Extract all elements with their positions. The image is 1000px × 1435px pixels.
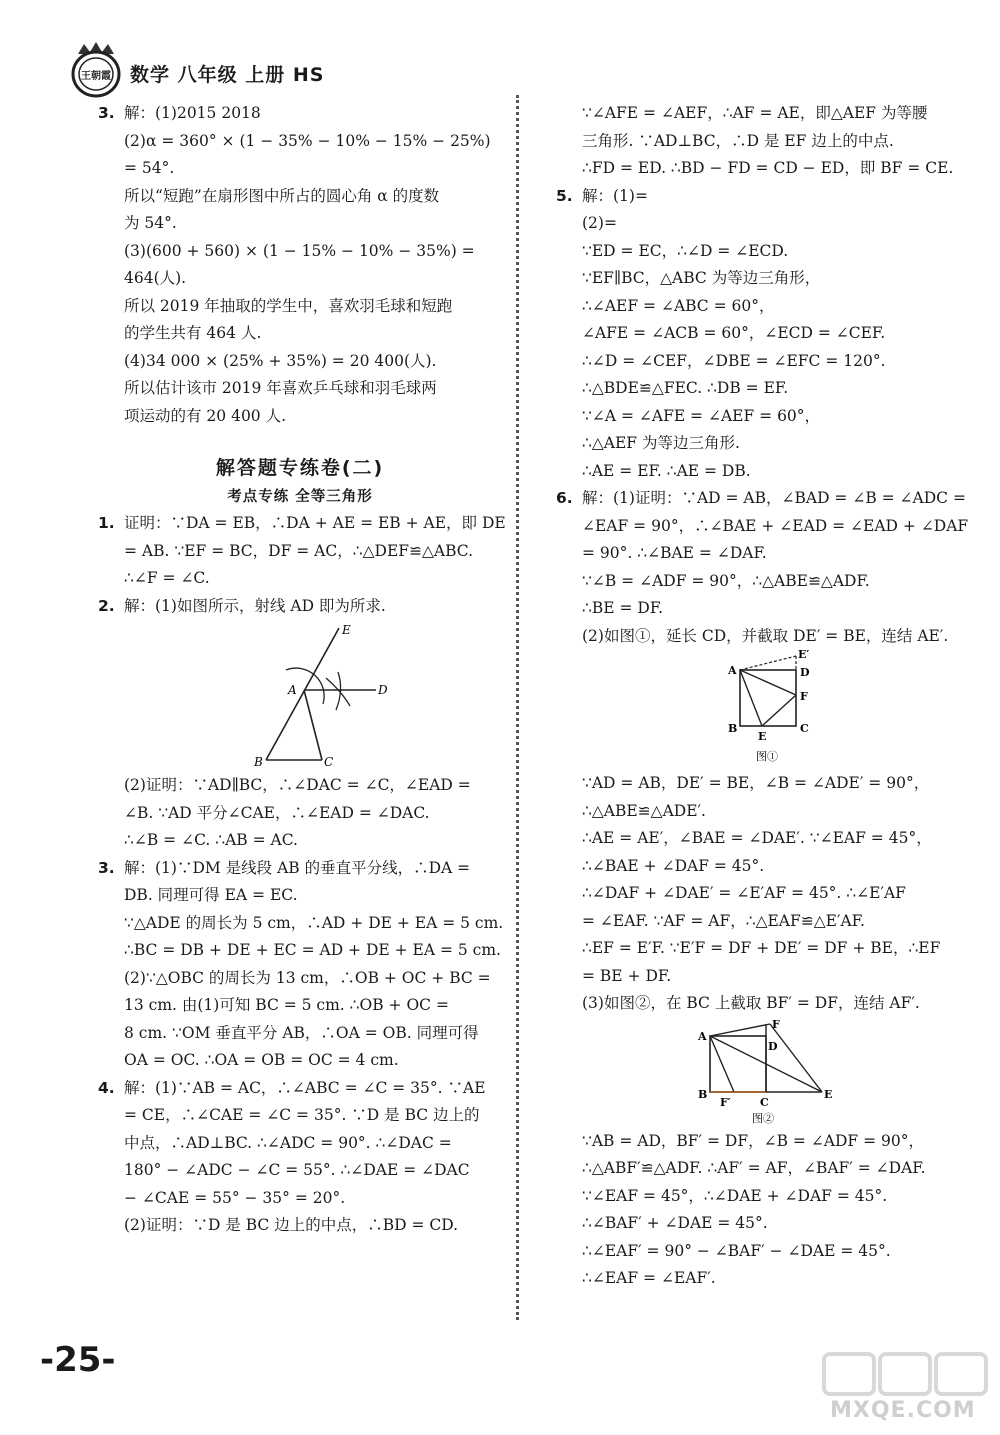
text-line (558, 540, 963, 568)
line-text: DB. 同理可得 EA = EC. (124, 886, 298, 904)
text-line (558, 265, 963, 293)
header-title: 数学 八年级 上册 HS (130, 64, 325, 86)
line-text: ∴∠BAF′ + ∠DAE = 45°. (582, 1214, 768, 1232)
line-text: 所以“短跑”在扇形图中所占的圆心角 α 的度数 (124, 186, 440, 205)
line-text: ∴∠D = ∠CEF，∠DBE = ∠EFC = 120°. (582, 351, 886, 370)
text-line (100, 855, 500, 883)
section-title: 解答题专练卷(二) (215, 457, 385, 479)
text-line (100, 538, 500, 566)
watermark-text: MXQE.COM (830, 1398, 976, 1423)
publisher-logo-icon (70, 40, 122, 98)
line-text: 解：(1)∵DM 是线段 AB 的垂直平分线，∴DA = (124, 858, 471, 877)
line-text: = CE，∴∠CAE = ∠C = 35°. ∵D 是 BC 边上的 (124, 1106, 480, 1124)
line-text: (4)34 000 × (25% + 35%) = 20 400(人). (124, 351, 437, 370)
text-line (100, 1075, 500, 1103)
text-line (558, 403, 963, 431)
text-line (100, 1130, 500, 1158)
text-line (100, 1212, 500, 1240)
text-line (100, 128, 500, 156)
question-number: 2. (98, 596, 115, 615)
line-text: ∴BC = DB + DE + EC = AD + DE + EA = 5 cm. (124, 941, 501, 959)
line-text: 的学生共有 464 人. (124, 324, 262, 342)
text-line (100, 910, 504, 938)
fig2-label-d: D (800, 666, 810, 679)
fig3-label-a: A (698, 1029, 707, 1043)
line-text: ∵∠B = ∠ADF = 90°，∴△ABE≌△ADF. (582, 571, 870, 590)
line-text: (2)α = 360° × (1 − 35% − 10% − 15% − 25%) (124, 131, 491, 150)
line-text: ∠B. ∵AD 平分∠CAE，∴∠EAD = ∠DAC. (124, 803, 430, 822)
line-text: 解：(1)= (582, 186, 648, 205)
line-text: ∴∠BAE + ∠DAF = 45°. (582, 856, 765, 875)
question-number: 5. (556, 186, 573, 205)
text-line (100, 375, 500, 403)
text-line (100, 1157, 500, 1185)
text-line (558, 798, 963, 826)
line-text: 中点，∴AD⊥BC. ∴∠ADC = 90°. ∴∠DAC = (124, 1133, 452, 1152)
question-number: 6. (556, 489, 573, 507)
line-text: 解：(1)∵AB = AC，∴∠ABC = ∠C = 35°. ∵AE (124, 1078, 486, 1097)
text-line (98, 510, 506, 538)
line-text: 所以 2019 年抽取的学生中，喜欢羽毛球和短跑 (124, 296, 453, 315)
text-line (100, 1047, 500, 1075)
fig2-label-c: C (800, 722, 809, 735)
line-text: 解：(1)2015 2018 (124, 104, 261, 122)
section-subtitle: 考点专练 全等三角形 (227, 489, 373, 505)
text-line (558, 1183, 963, 1211)
fig3-caption: 图② (752, 1111, 774, 1125)
text-line (100, 992, 500, 1020)
line-text: ∴△ABE≌△ADE′. (582, 801, 706, 820)
text-line (100, 882, 500, 910)
text-line (558, 458, 963, 486)
text-line (556, 485, 966, 513)
fig3-label-f: F (772, 1017, 780, 1031)
fig2-label-a: A (728, 664, 737, 677)
line-text: ∴∠F = ∠C. (124, 569, 210, 587)
text-line (558, 880, 963, 908)
fig2-label-b: B (728, 722, 738, 735)
line-text: ∴FD = ED. ∴BD − FD = CD − ED，即 BF = CE. (582, 159, 954, 177)
text-line (100, 565, 500, 593)
text-line (558, 100, 963, 128)
text-line (558, 1210, 963, 1238)
text-line (558, 513, 969, 541)
line-text: ∴AE = EF. ∴AE = DB. (582, 461, 751, 480)
fig3-label-c: C (760, 1095, 769, 1109)
figure-angle-bisector (100, 620, 500, 772)
line-text: ∴∠EAF = ∠EAF′. (582, 1269, 716, 1287)
line-text: 13 cm. 由(1)可知 BC = 5 cm. ∴OB + OC = (124, 996, 449, 1014)
figure-1-square (558, 650, 963, 770)
line-text: 证明：∵DA = EB，∴DA + AE = EB + AE，即 DE (124, 514, 506, 532)
text-line (100, 593, 500, 621)
line-text: ∴∠EAF′ = 90° − ∠BAF′ − ∠DAE = 45°. (582, 1241, 891, 1260)
line-text: ∠AFE = ∠ACB = 60°，∠ECD = ∠CEF. (582, 324, 886, 342)
question-number: 1. (98, 514, 115, 532)
line-text: 为 54°. (124, 214, 177, 232)
line-text: 三角形. ∵AD⊥BC，∴D 是 EF 边上的中点. (582, 131, 894, 150)
line-text: ∵△ADE 的周长为 5 cm，∴AD + DE + EA = 5 cm. (124, 913, 504, 932)
line-text: (3)如图②，在 BC 上截取 BF′ = DF，连结 AF′. (582, 994, 920, 1012)
text-line (100, 238, 500, 266)
line-text: 解：(1)如图所示，射线 AD 即为所求. (124, 596, 386, 615)
line-text: ∴△ABF′≌△ADF. ∴AF′ = AF，∠BAF′ = ∠DAF. (582, 1159, 926, 1177)
text-line (100, 827, 500, 855)
text-line (558, 568, 963, 596)
fig2-label-e1: E′ (798, 648, 810, 661)
text-line (100, 1020, 500, 1048)
line-text: (2)如图①，延长 CD，并截取 DE′ = BE，连结 AE′. (582, 626, 949, 645)
fig1-label-e: E (342, 623, 351, 637)
fig3-label-d: D (768, 1039, 778, 1053)
line-text: 解：(1)证明：∵AD = AB，∠BAD = ∠B = ∠ADC = (582, 489, 966, 507)
text-line (558, 375, 963, 403)
line-text: ∵∠EAF = 45°，∴∠DAE + ∠DAF = 45°. (582, 1186, 888, 1205)
line-text: ∴BE = DF. (582, 599, 664, 617)
line-text: 8 cm. ∵OM 垂直平分 AB，∴OA = OB. 同理可得 (124, 1023, 479, 1042)
line-text: ∵EF∥BC，△ABC 为等边三角形， (582, 269, 821, 287)
fig2-label-f: F (800, 690, 808, 703)
text-line (558, 963, 963, 991)
text-line (100, 772, 500, 800)
line-text: 464(人). (124, 269, 187, 287)
text-line (558, 128, 963, 156)
figure-2-square (558, 1018, 963, 1128)
line-text: = AB. ∵EF = BC，DF = AC，∴△DEF≌△ABC. (124, 541, 474, 560)
line-text: ∴△AEF 为等边三角形. (582, 434, 740, 452)
text-line (558, 825, 963, 853)
text-line (100, 210, 500, 238)
right-column (556, 100, 969, 1293)
text-line (100, 1102, 500, 1130)
line-text: − ∠CAE = 55° − 35° = 20°. (124, 1188, 346, 1207)
text-line (558, 623, 963, 651)
line-text: ∵AB = AD，BF′ = DF，∠B = ∠ADF = 90°， (582, 1131, 924, 1150)
line-text: ∴EF = E′F. ∵E′F = DF + DE′ = DF + BE，∴EF (582, 939, 941, 957)
text-line (558, 155, 963, 183)
line-text: ∵∠A = ∠AFE = ∠AEF = 60°， (582, 406, 821, 425)
text-line (100, 100, 500, 128)
question-number: 3. (98, 104, 115, 122)
line-text: 项运动的有 20 400 人. (124, 406, 287, 425)
left-column (98, 100, 506, 1240)
text-line (558, 238, 963, 266)
line-text: ∵AD = AB，DE′ = BE，∠B = ∠ADE′ = 90°， (582, 774, 930, 792)
text-line (100, 183, 500, 211)
line-text: ∴∠B = ∠C. ∴AB = AC. (124, 831, 298, 849)
text-line (100, 403, 500, 431)
line-text: ∵∠AFE = ∠AEF，∴AF = AE，即△AEF 为等腰 (582, 104, 928, 122)
fig1-label-d: D (378, 683, 388, 697)
text-line (100, 320, 500, 348)
text-line (558, 293, 963, 321)
line-text: ∴AE = AE′，∠BAE = ∠DAE′. ∵∠EAF = 45°， (582, 829, 932, 847)
line-text: = ∠EAF. ∵AF = AF，∴△EAF≌△E′AF. (582, 911, 865, 930)
line-text: ∴∠AEF = ∠ABC = 60°， (582, 296, 775, 315)
line-text: = 90°. ∴∠BAE = ∠DAF. (582, 544, 767, 562)
text-line (100, 348, 500, 376)
text-line (558, 1155, 963, 1183)
fig1-label-b: B (254, 755, 263, 769)
logo-text: 王朝霞 (81, 71, 111, 82)
line-text: = BE + DF. (582, 966, 672, 985)
line-text: ∠EAF = 90°，∴∠BAE + ∠EAD = ∠EAD + ∠DAF (582, 516, 969, 535)
line-text: ∴△BDE≌△FEC. ∴DB = EF. (582, 379, 789, 397)
line-text: OA = OC. ∴OA = OB = OC = 4 cm. (124, 1051, 399, 1069)
text-line (100, 293, 500, 321)
fig3-label-f1: F′ (720, 1095, 731, 1109)
text-line (558, 935, 963, 963)
fig3-label-b: B (698, 1087, 708, 1101)
line-text: (2)∵△OBC 的周长为 13 cm，∴OB + OC + BC = (124, 968, 491, 987)
line-text: = 54°. (124, 159, 175, 177)
text-line (100, 1185, 500, 1213)
text-line (100, 937, 500, 965)
text-line (558, 595, 963, 623)
text-line (558, 1265, 963, 1293)
text-line (558, 210, 963, 238)
text-line (558, 320, 963, 348)
line-text: ∴∠DAF + ∠DAE′ = ∠E′AF = 45°. ∴∠E′AF (582, 884, 906, 902)
text-line (558, 908, 963, 936)
text-line (100, 155, 500, 183)
text-line (558, 770, 963, 798)
page-number: -25- (40, 1340, 116, 1380)
text-line (558, 1238, 963, 1266)
text-line (558, 990, 963, 1018)
text-line (100, 965, 500, 993)
text-line (558, 430, 963, 458)
fig1-label-c: C (324, 755, 334, 769)
fig3-label-e: E (824, 1087, 833, 1101)
fig2-label-e: E (758, 730, 767, 743)
text-line (100, 800, 500, 828)
text-line (558, 183, 963, 211)
line-text: (2)证明：∵D 是 BC 边上的中点，∴BD = CD. (124, 1216, 459, 1234)
question-number: 4. (98, 1078, 115, 1097)
line-text: 所以估计该市 2019 年喜欢乒乓球和羽毛球两 (124, 379, 437, 397)
question-number: 3. (98, 858, 115, 877)
line-text: (2)= (582, 214, 617, 232)
fig1-label-a: A (288, 683, 297, 697)
line-text: ∵ED = EC，∴∠D = ∠ECD. (582, 241, 789, 260)
text-line (100, 265, 500, 293)
line-text: (2)证明：∵AD∥BC，∴∠DAC = ∠C，∠EAD = (124, 776, 471, 794)
column-divider (516, 95, 519, 1320)
line-text: 180° − ∠ADC − ∠C = 55°. ∴∠DAE = ∠DAC (124, 1161, 470, 1179)
text-line (558, 853, 963, 881)
fig2-caption: 图① (756, 750, 778, 763)
text-line (558, 1128, 963, 1156)
line-text: (3)(600 + 560) × (1 − 15% − 10% − 35%) = (124, 241, 475, 260)
text-line (558, 348, 963, 376)
